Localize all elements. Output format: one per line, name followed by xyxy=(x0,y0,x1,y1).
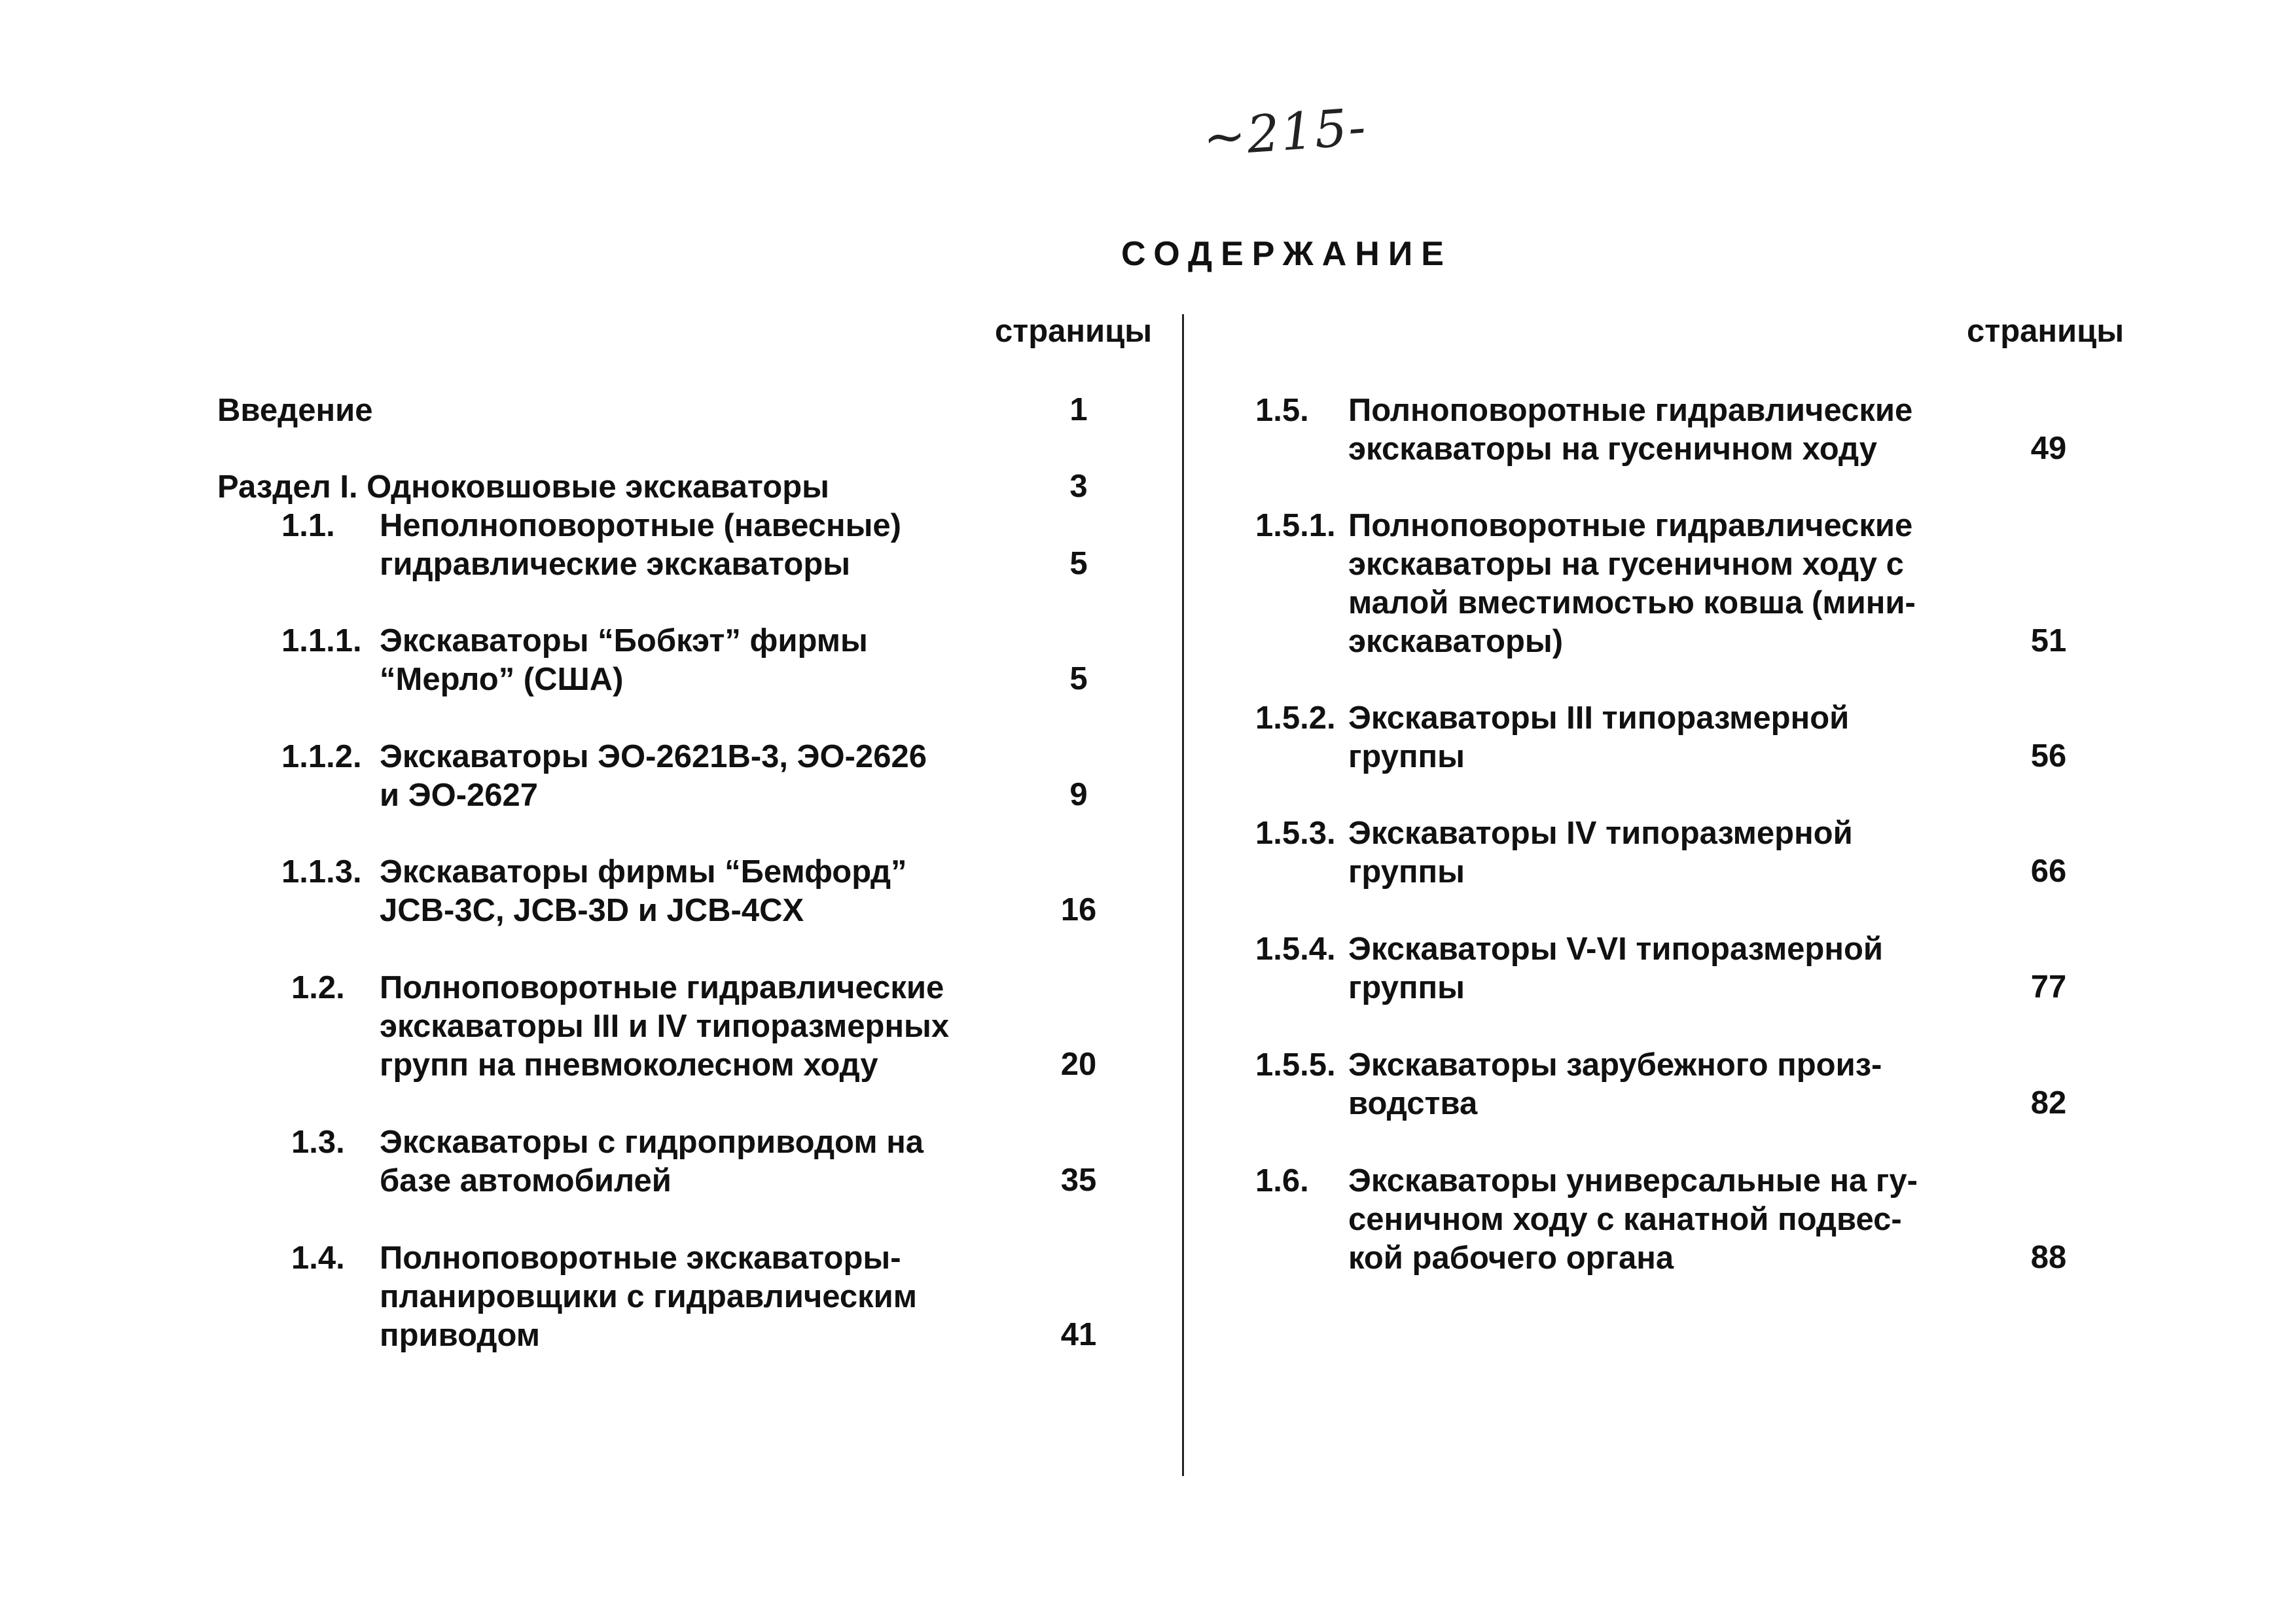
toc-entry-number: 1.5.5. xyxy=(1255,1047,1336,1083)
toc-entry-line: группы xyxy=(1348,970,1465,1005)
left-pages-header: страницы xyxy=(995,314,1153,349)
toc-entry-number: 1.6. xyxy=(1255,1163,1309,1199)
toc-entry-line: Экскаваторы “Бобкэт” фирмы xyxy=(380,623,868,659)
toc-entry-line: группы xyxy=(1348,739,1465,774)
toc-entry-page: 16 xyxy=(1060,892,1097,928)
toc-entry-number: 1.1.2. xyxy=(281,739,362,774)
toc-entry-page: 49 xyxy=(2030,431,2067,466)
toc-entry-line: группы xyxy=(1348,854,1465,890)
toc-entry-line: групп на пневмоколесном ходу xyxy=(380,1047,878,1083)
toc-entry-line: JCB-3C, JCB-3D и JCB-4CX xyxy=(380,893,804,928)
toc-entry-page: 56 xyxy=(2030,738,2067,774)
toc-entry-page: 3 xyxy=(1069,469,1088,504)
toc-entry-number: 1.5.3. xyxy=(1255,816,1336,851)
handwritten-page-number: ~215- xyxy=(1201,98,1369,168)
toc-entry-line: Полноповоротные гидравлические xyxy=(380,970,944,1005)
toc-entry-line: кой рабочего органа xyxy=(1348,1240,1674,1276)
toc-entry-page: 20 xyxy=(1060,1047,1097,1082)
toc-entry-line: планировщики с гидравлическим xyxy=(380,1279,918,1314)
toc-entry-line: Экскаваторы универсальные на гу- xyxy=(1348,1163,1918,1199)
toc-entry-number: 1.3. xyxy=(291,1125,345,1160)
toc-entry-number: 1.4. xyxy=(291,1240,345,1276)
toc-entry-line: Полноповоротные экскаваторы- xyxy=(380,1240,901,1276)
toc-entry-line: малой вместимостью ковша (мини- xyxy=(1348,585,1916,621)
toc-entry-page: 88 xyxy=(2030,1240,2067,1275)
toc-entry-line: приводом xyxy=(380,1318,541,1353)
toc-entry-number: 1.5. xyxy=(1255,393,1309,428)
toc-entry-line: Экскаваторы IV типоразмерной xyxy=(1348,816,1853,851)
column-divider xyxy=(1182,314,1184,1476)
toc-entry-line: Экскаваторы V-VI типоразмерной xyxy=(1348,931,1884,967)
toc-entry-page: 35 xyxy=(1060,1163,1097,1198)
toc-entry-line: Полноповоротные гидравлические xyxy=(1348,393,1913,428)
page-title: СОДЕРЖАНИЕ xyxy=(1121,235,1452,273)
toc-entry-number: 1.1.3. xyxy=(281,854,362,890)
toc-entry-number: 1.1.1. xyxy=(281,623,362,659)
right-pages-header: страницы xyxy=(1967,314,2125,349)
toc-entry-line: Экскаваторы фирмы “Бемфорд” xyxy=(380,854,907,890)
toc-entry-page: 9 xyxy=(1069,777,1088,812)
toc-entry-page: 77 xyxy=(2030,969,2067,1005)
toc-entry-line: сеничном ходу с канатной подвес- xyxy=(1348,1202,1902,1237)
toc-entry-number: 1.2. xyxy=(291,970,345,1005)
toc-entry-line: Экскаваторы с гидроприводом на xyxy=(380,1125,924,1160)
toc-entry-line: экскаваторы на гусеничном ходу с xyxy=(1348,547,1904,582)
toc-entry-line: Экскаваторы III типоразмерной xyxy=(1348,700,1850,736)
toc-entry-line: Экскаваторы зарубежного произ- xyxy=(1348,1047,1882,1083)
toc-entry-page: 1 xyxy=(1069,392,1088,427)
toc-entry-page: 5 xyxy=(1069,661,1088,696)
toc-entry-page: 51 xyxy=(2030,623,2067,659)
toc-entry-page: 41 xyxy=(1060,1317,1097,1352)
toc-entry-line: базе автомобилей xyxy=(380,1163,672,1199)
toc-entry-line: экскаваторы) xyxy=(1348,624,1564,659)
toc-entry-line: “Мерло” (США) xyxy=(380,662,624,697)
toc-entry-page: 82 xyxy=(2030,1085,2067,1121)
toc-entry-page: 5 xyxy=(1069,546,1088,581)
toc-entry-title: Раздел I. Одноковшовые экскаваторы xyxy=(217,469,829,505)
toc-entry-line: гидравлические экскаваторы xyxy=(380,547,851,582)
toc-entry-line: Неполноповоротные (навесные) xyxy=(380,508,901,543)
toc-entry-line: водства xyxy=(1348,1086,1478,1121)
toc-entry-line: экскаваторы на гусеничном ходу xyxy=(1348,431,1877,467)
toc-entry-number: 1.5.1. xyxy=(1255,508,1336,543)
toc-entry-number: 1.5.4. xyxy=(1255,931,1336,967)
toc-entry-title: Введение xyxy=(217,393,373,428)
toc-entry-page: 66 xyxy=(2030,854,2067,889)
toc-entry-number: 1.1. xyxy=(281,508,335,543)
toc-entry-line: Полноповоротные гидравлические xyxy=(1348,508,1913,543)
toc-entry-number: 1.5.2. xyxy=(1255,700,1336,736)
toc-entry-line: Экскаваторы ЭО-2621В-3, ЭО-2626 xyxy=(380,739,927,774)
toc-entry-line: экскаваторы III и IV типоразмерных xyxy=(380,1009,950,1044)
toc-entry-line: и ЭО-2627 xyxy=(380,778,539,813)
